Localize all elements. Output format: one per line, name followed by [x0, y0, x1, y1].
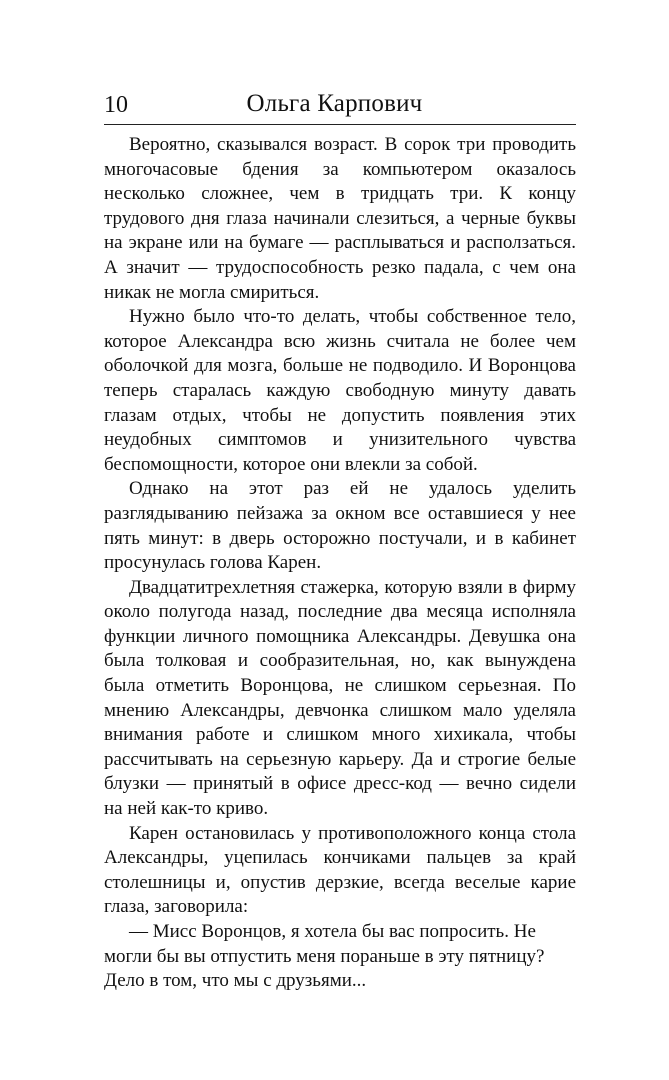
- paragraph: Нужно было что-то делать, чтобы собственное тело, которое Александра всю жизнь считала не более чем оболочкой для мозга, больше не подводило. И Воронцова теперь старалась каждую свободную минуту давать глазам отдых, чтобы не допустить появления этих неудобных симптомов и унизительного чувства беспомощности, которое они влекли за собой.: [104, 306, 576, 475]
- page-number: 10: [104, 92, 128, 118]
- paragraph: Двадцатитрехлетняя стажерка, которую взяли в фирму около полугода назад, последние два месяца исполняла функции личного помощника Александры. Девушка она была толковая и сообразительная, но, как вынуждена была отметить Воронцова, не слишком серьезная. По мнению Александры, девчонка слишком мало уделяла внимания работе и слишком много хихикала, чтобы рассчитывать на серьезную карьеру. Да и строгие белые блузки — принятый в офисе дресс-код — вечно сидели на ней как-то криво.: [104, 576, 576, 820]
- body-text: [104, 133, 576, 994]
- paragraph: — Мисс Воронцов, я хотела бы вас попросить. Не могли бы вы отпустить меня пораньше в эту пятницу? Дело в том, что мы с друзьями...: [104, 921, 545, 992]
- paragraph: Однако на этот раз ей не удалось уделить разглядыванию пейзажа за окном все оставшиеся у нее пять минут: в дверь осторожно постучали, и в кабинет просунулась голова Карен.: [104, 478, 576, 574]
- running-head-author: Ольга Карпович: [246, 90, 423, 117]
- paragraph: Карен остановилась у противоположного конца стола Александры, уцепилась кончиками пальцев за край столешницы и, опустив дерзкие, всегда веселые карие глаза, заговорила:: [104, 822, 576, 918]
- paragraph: Вероятно, сказывался возраст. В сорок три проводить многочасовые бдения за компьютером оказалось несколько сложнее, чем в тридцать три. К концу трудового дня глаза начинали слезиться, а черные буквы на экране или на бумаге — расплываться и расползаться. А значит — трудоспособность резко падала, с чем она никак не могла смириться.: [104, 134, 576, 303]
- header-rule: [104, 124, 576, 125]
